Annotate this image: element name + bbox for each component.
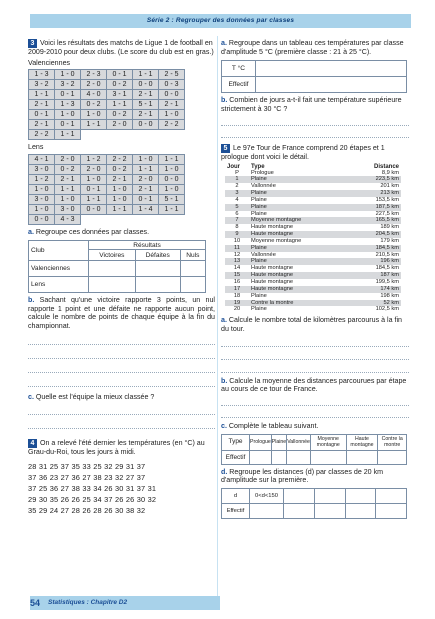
score-cell: 0 - 0: [133, 80, 159, 90]
score-cell: 3 - 2: [29, 80, 55, 90]
results-header: Résultats: [89, 240, 206, 249]
distance-class-table: [221, 488, 407, 519]
temperature-row: 37 36 23 27 36 27 38 23 32 27 37: [28, 473, 146, 483]
tour-cell: Haute montagne: [249, 272, 348, 279]
tour-cell: 204,5 km: [348, 231, 401, 238]
score-cell: 2 - 0: [107, 120, 133, 130]
tour-cell: 20: [233, 306, 241, 313]
table-row: [225, 300, 401, 307]
score-cell: 0 - 1: [55, 120, 81, 130]
temperature-row: 28 31 25 37 35 33 25 32 29 31 37: [28, 462, 146, 472]
tour-cell: 187 km: [348, 272, 401, 279]
answer-line[interactable]: [28, 337, 215, 345]
effectif-header: Effectif: [222, 77, 256, 93]
answer-cell[interactable]: [287, 450, 311, 464]
results-table: [28, 240, 206, 293]
score-cell: 0 - 0: [133, 120, 159, 130]
series-title: Série 2 : Regrouper des données par classes: [30, 14, 411, 28]
type-header: Haute montagne: [346, 434, 378, 450]
exercise-number: 5: [221, 144, 230, 153]
tour-cell: 198 km: [380, 292, 399, 299]
tour-cell: Plaine: [251, 306, 267, 313]
answer-line[interactable]: [221, 352, 409, 360]
tour-cell: Haute montagne: [251, 224, 294, 231]
tour-cell: 102,5 km: [375, 306, 399, 313]
tour-cell: 223,5 km: [348, 176, 401, 183]
tour-cell: 12: [233, 251, 241, 258]
tour-cell: 8: [235, 224, 239, 231]
score-cell: 5 - 1: [133, 100, 159, 110]
score-cell: 1 - 0: [159, 110, 185, 120]
tour-col-header: Type: [251, 163, 265, 170]
score-cell: 2 - 0: [81, 80, 107, 90]
score-cell: 1 - 0: [133, 155, 159, 165]
answer-line[interactable]: [221, 398, 409, 406]
answer-line[interactable]: [28, 379, 215, 387]
tour-cell: 15: [225, 272, 249, 279]
score-cell: 1 - 1: [107, 205, 133, 215]
type-header: Vallonnée: [287, 434, 311, 450]
answer-cell[interactable]: [250, 504, 284, 519]
tour-cell: 9: [225, 231, 249, 238]
score-cell: 2 - 1: [133, 110, 159, 120]
score-cell: 0 - 0: [159, 175, 185, 185]
tour-cell: 6: [235, 210, 239, 217]
answer-cell[interactable]: [89, 276, 136, 292]
exercise-number: 4: [28, 439, 37, 448]
score-cell: 3 - 0: [55, 205, 81, 215]
table-row: [225, 293, 401, 300]
tour-cell: 184,5 km: [348, 245, 401, 252]
answer-cell[interactable]: [250, 450, 272, 464]
question-c: c. Complète le tableau suivant.: [221, 422, 319, 431]
table-row: [225, 272, 401, 279]
tour-cell: 8,9 km: [381, 169, 399, 176]
row-lens: Lens: [29, 276, 89, 292]
exercise-5-intro: 5 Le 97e Tour de France comprend 20 étapes et 1 prologue dont voici le détail.: [221, 143, 385, 161]
score-cell: 1 - 1: [29, 90, 55, 100]
score-cell: 0 - 0: [29, 215, 55, 225]
tour-cell: 213 km: [348, 190, 401, 197]
score-cell: 1 - 0: [81, 175, 107, 185]
tour-cell: Prologue: [251, 169, 274, 176]
tour-cell: Contre la montre: [249, 300, 348, 307]
score-cell: 2 - 1: [107, 175, 133, 185]
score-cell: 4 - 0: [81, 90, 107, 100]
tour-cell: 210,5 km: [375, 251, 399, 258]
answer-line[interactable]: [221, 130, 409, 138]
score-cell: 1 - 1: [81, 195, 107, 205]
tour-cell: 3: [225, 190, 249, 197]
effectif-header: Effectif: [222, 450, 250, 464]
tour-cell: P: [235, 169, 239, 176]
score-cell: 3 - 0: [29, 165, 55, 175]
tour-cell: 19: [225, 300, 249, 307]
score-cell: 0 - 1: [29, 110, 55, 120]
table-row: [225, 190, 401, 197]
table-row: [225, 231, 401, 238]
score-cell: 2 - 1: [29, 100, 55, 110]
score-cell: 0 - 2: [107, 110, 133, 120]
type-header: Moyenne montagne: [310, 434, 346, 450]
tour-cell: 189 km: [380, 224, 399, 231]
answer-cell[interactable]: [135, 260, 180, 276]
score-cell: 1 - 1: [55, 130, 81, 140]
table-row: [225, 170, 401, 177]
tour-cell: Plaine: [251, 196, 267, 203]
score-cell: 1 - 4: [133, 205, 159, 215]
draws-header: Nuls: [180, 250, 205, 261]
table-row: [225, 252, 401, 259]
score-cell: 1 - 1: [55, 185, 81, 195]
tour-cell: 2: [235, 183, 239, 190]
score-cell: 1 - 0: [55, 110, 81, 120]
tour-cell: Plaine: [249, 176, 348, 183]
tour-cell: Moyenne montagne: [251, 237, 302, 244]
table-row: [225, 265, 401, 272]
tour-table: [225, 164, 401, 314]
score-cell: 1 - 3: [55, 100, 81, 110]
question-a: a. Regroupe ces données par classes.: [28, 228, 150, 237]
score-cell: 2 - 0: [133, 175, 159, 185]
score-cell: 1 - 0: [55, 195, 81, 205]
score-cell: 3 - 2: [55, 80, 81, 90]
question-b: b. Combien de jours a-t-il fait une température supérieure strictement à 30 °C ?: [221, 96, 402, 114]
tour-cell: 196 km: [348, 258, 401, 265]
question-c: c. Quelle est l'équipe la mieux classée ?: [28, 392, 155, 401]
tour-cell: 199,5 km: [375, 279, 399, 286]
question-a: a. Calcule le nombre total de kilomètres parcourus à la fin du tour.: [221, 316, 402, 333]
row-valenciennes: Valenciennes: [29, 260, 89, 276]
score-cell: 0 - 1: [107, 70, 133, 80]
exercise-4-intro: 4 On a relevé l'été dernier les températures (en °C) au Grau-du-Roi, tous les jours à midi.: [28, 439, 205, 457]
table-row: [225, 286, 401, 293]
answer-cell[interactable]: [314, 504, 345, 519]
score-cell: 1 - 0: [107, 185, 133, 195]
answer-line[interactable]: [28, 407, 215, 415]
tour-col-header: Distance: [373, 163, 399, 170]
answer-cell[interactable]: [376, 489, 407, 504]
left-column: [28, 39, 215, 516]
d-header: d: [222, 489, 250, 504]
tour-cell: 153,5 km: [375, 196, 399, 203]
score-cell: 4 - 1: [29, 155, 55, 165]
type-header: Type: [222, 434, 250, 450]
score-cell: 2 - 0: [55, 155, 81, 165]
score-cell: 1 - 0: [159, 165, 185, 175]
first-class: 0<d<150: [250, 489, 284, 504]
answer-cell[interactable]: [271, 450, 286, 464]
tour-cell: Haute montagne: [251, 265, 294, 272]
tour-cell: 18: [233, 292, 241, 299]
score-cell: 0 - 1: [55, 90, 81, 100]
score-cell: [81, 130, 107, 140]
tour-cell: Plaine: [249, 190, 348, 197]
tour-cell: 187,5 km: [348, 204, 401, 211]
tour-cell: 174 km: [348, 286, 401, 293]
answer-line[interactable]: [28, 421, 215, 429]
score-cell: 1 - 0: [159, 185, 185, 195]
tour-cell: Plaine: [249, 245, 348, 252]
score-cell: 1 - 1: [107, 100, 133, 110]
table-row: [225, 279, 401, 286]
answer-line[interactable]: [221, 339, 409, 347]
answer-cell[interactable]: [310, 450, 346, 464]
tour-cell: 201 km: [380, 183, 399, 190]
score-cell: 0 - 1: [133, 195, 159, 205]
tour-cell: 14: [233, 265, 241, 272]
scores-table-valenciennes: [28, 69, 185, 140]
score-cell: 1 - 1: [159, 155, 185, 165]
answer-line[interactable]: [28, 365, 215, 373]
score-cell: 0 - 0: [159, 90, 185, 100]
score-cell: 2 - 1: [29, 120, 55, 130]
question-d: d. Regroupe les distances (d) par classes de 20 km d'amplitude sur la première.: [221, 467, 384, 485]
score-cell: [159, 215, 185, 225]
score-cell: 5 - 1: [159, 195, 185, 205]
score-cell: [107, 130, 133, 140]
score-cell: [133, 215, 159, 225]
tour-cell: Vallonnée: [251, 251, 276, 258]
score-cell: 1 - 1: [159, 205, 185, 215]
answer-line[interactable]: [221, 365, 409, 373]
table-row: [225, 197, 401, 204]
exercise-3-intro: 3 Voici les résultats des matchs de Ligue 1 de football en 2009-2010 pour deux clubs. (Le score du club est en gras.): [28, 39, 214, 56]
score-cell: 1 - 3: [29, 70, 55, 80]
tour-cell: 11: [225, 245, 249, 252]
tour-cell: 5: [225, 204, 249, 211]
answer-cell[interactable]: [180, 276, 205, 292]
answer-line[interactable]: [221, 118, 409, 126]
tour-col-header: Jour: [227, 163, 241, 170]
score-cell: 0 - 2: [55, 165, 81, 175]
answer-cell[interactable]: [256, 77, 407, 93]
table-row: [225, 211, 401, 218]
tour-cell: Plaine: [251, 292, 267, 299]
score-cell: 0 - 3: [159, 80, 185, 90]
score-cell: 4 - 3: [55, 215, 81, 225]
tour-cell: Plaine: [251, 210, 267, 217]
tour-cell: Plaine: [249, 204, 348, 211]
team-label: Lens: [28, 143, 44, 152]
table-row: [225, 204, 401, 211]
table-row: [225, 306, 401, 313]
answer-cell[interactable]: [180, 260, 205, 276]
score-cell: 1 - 1: [81, 120, 107, 130]
type-header: Plaine: [271, 434, 286, 450]
question-b: b. Calcule la moyenne des distances parcourues par étape au cours de ce tour de France.: [221, 376, 407, 394]
club-header: Club: [29, 240, 89, 260]
score-cell: 0 - 2: [107, 80, 133, 90]
score-cell: 2 - 2: [29, 130, 55, 140]
score-cell: [107, 215, 133, 225]
type-header: Contre la montre: [378, 434, 407, 450]
victories-header: Victoires: [89, 250, 136, 261]
defeats-header: Défaites: [135, 250, 180, 261]
table-row: [225, 224, 401, 231]
tour-cell: 16: [233, 279, 241, 286]
score-cell: 1 - 2: [81, 155, 107, 165]
score-cell: 1 - 1: [133, 70, 159, 80]
answer-cell[interactable]: [314, 489, 345, 504]
temperature-table: [221, 60, 407, 93]
chapter-title: Statistiques : Chapitre D2: [48, 599, 128, 606]
score-cell: [133, 130, 159, 140]
tour-cell: 227,5 km: [375, 210, 399, 217]
score-cell: 3 - 0: [29, 195, 55, 205]
score-cell: 2 - 5: [159, 70, 185, 80]
tour-cell: Vallonnée: [251, 183, 276, 190]
score-cell: 2 - 2: [159, 120, 185, 130]
score-cell: 2 - 1: [133, 90, 159, 100]
score-cell: 2 - 1: [55, 175, 81, 185]
temp-header: T °C: [222, 61, 256, 77]
answer-cell[interactable]: [284, 489, 315, 504]
answer-cell[interactable]: [135, 276, 180, 292]
score-cell: 1 - 2: [29, 175, 55, 185]
table-row: [225, 258, 401, 265]
score-cell: 0 - 1: [81, 185, 107, 195]
answer-cell[interactable]: [256, 61, 407, 77]
tour-cell: Plaine: [249, 258, 348, 265]
tour-cell: 17: [225, 286, 249, 293]
temperature-row: 35 29 24 27 28 26 28 26 30 38 32: [28, 506, 146, 516]
right-column: [221, 39, 409, 519]
tour-cell: Moyenne montagne: [249, 217, 348, 224]
answer-cell[interactable]: [376, 504, 407, 519]
score-cell: 0 - 0: [81, 205, 107, 215]
column-divider: [217, 36, 218, 596]
effectif-header: Effectif: [222, 504, 250, 519]
table-row: [225, 217, 401, 224]
tour-cell: Haute montagne: [249, 286, 348, 293]
tour-cell: 13: [225, 258, 249, 265]
table-row: [225, 238, 401, 245]
score-cell: 1 - 0: [107, 195, 133, 205]
tour-cell: 10: [233, 237, 241, 244]
score-cell: 3 - 1: [107, 90, 133, 100]
type-count-table: [221, 434, 407, 465]
score-cell: 2 - 3: [81, 70, 107, 80]
score-cell: 2 - 1: [159, 100, 185, 110]
score-cell: [159, 130, 185, 140]
tour-cell: 165,5 km: [348, 217, 401, 224]
table-row: [225, 245, 401, 252]
answer-cell[interactable]: [345, 504, 376, 519]
tour-cell: Haute montagne: [251, 279, 294, 286]
tour-cell: 1: [225, 176, 249, 183]
score-cell: [81, 215, 107, 225]
score-cell: 2 - 1: [133, 185, 159, 195]
answer-cell[interactable]: [378, 450, 407, 464]
answer-line[interactable]: [28, 351, 215, 359]
tour-cell: 52 km: [348, 300, 401, 307]
temperature-row: 37 25 36 27 38 33 34 26 30 31 37 31: [28, 484, 157, 494]
tour-cell: 179 km: [380, 237, 399, 244]
tour-cell: Haute montagne: [249, 231, 348, 238]
temperature-row: 29 30 35 26 26 25 34 37 26 26 30 32: [28, 495, 157, 505]
tour-cell: 4: [235, 196, 239, 203]
score-cell: 2 - 2: [107, 155, 133, 165]
answer-cell[interactable]: [345, 489, 376, 504]
score-cell: 0 - 2: [81, 100, 107, 110]
answer-cell[interactable]: [284, 504, 315, 519]
scores-table-lens: [28, 154, 185, 225]
score-cell: 1 - 0: [29, 205, 55, 215]
score-cell: 1 - 0: [55, 70, 81, 80]
answer-line[interactable]: [221, 410, 409, 418]
score-cell: 0 - 2: [107, 165, 133, 175]
score-cell: 1 - 0: [29, 185, 55, 195]
score-cell: 2 - 0: [81, 165, 107, 175]
type-header: Prologue: [250, 434, 272, 450]
tour-cell: 184,5 km: [375, 265, 399, 272]
tour-cell: 7: [225, 217, 249, 224]
table-row: [225, 183, 401, 190]
score-cell: 1 - 1: [133, 165, 159, 175]
question-b: b. Sachant qu'une victoire rapporte 3 points, un nul rapporte 1 point et une défaite ne rapporte aucun point, calcule le nombre de points de chaque équipe à la fin du championnat.: [28, 295, 216, 330]
temperature-list: [28, 461, 215, 516]
score-cell: 1 - 0: [81, 110, 107, 120]
question-a: a. Regroupe dans un tableau ces températures par classe d'amplitude 5 °C (première classe : 21 à 25 °C).: [221, 39, 404, 56]
team-label: Valenciennes: [28, 58, 71, 67]
exercise-number: 3: [28, 39, 37, 48]
answer-cell[interactable]: [346, 450, 378, 464]
table-row: [225, 176, 401, 183]
answer-cell[interactable]: [89, 260, 136, 276]
page-number: 54: [30, 598, 41, 608]
